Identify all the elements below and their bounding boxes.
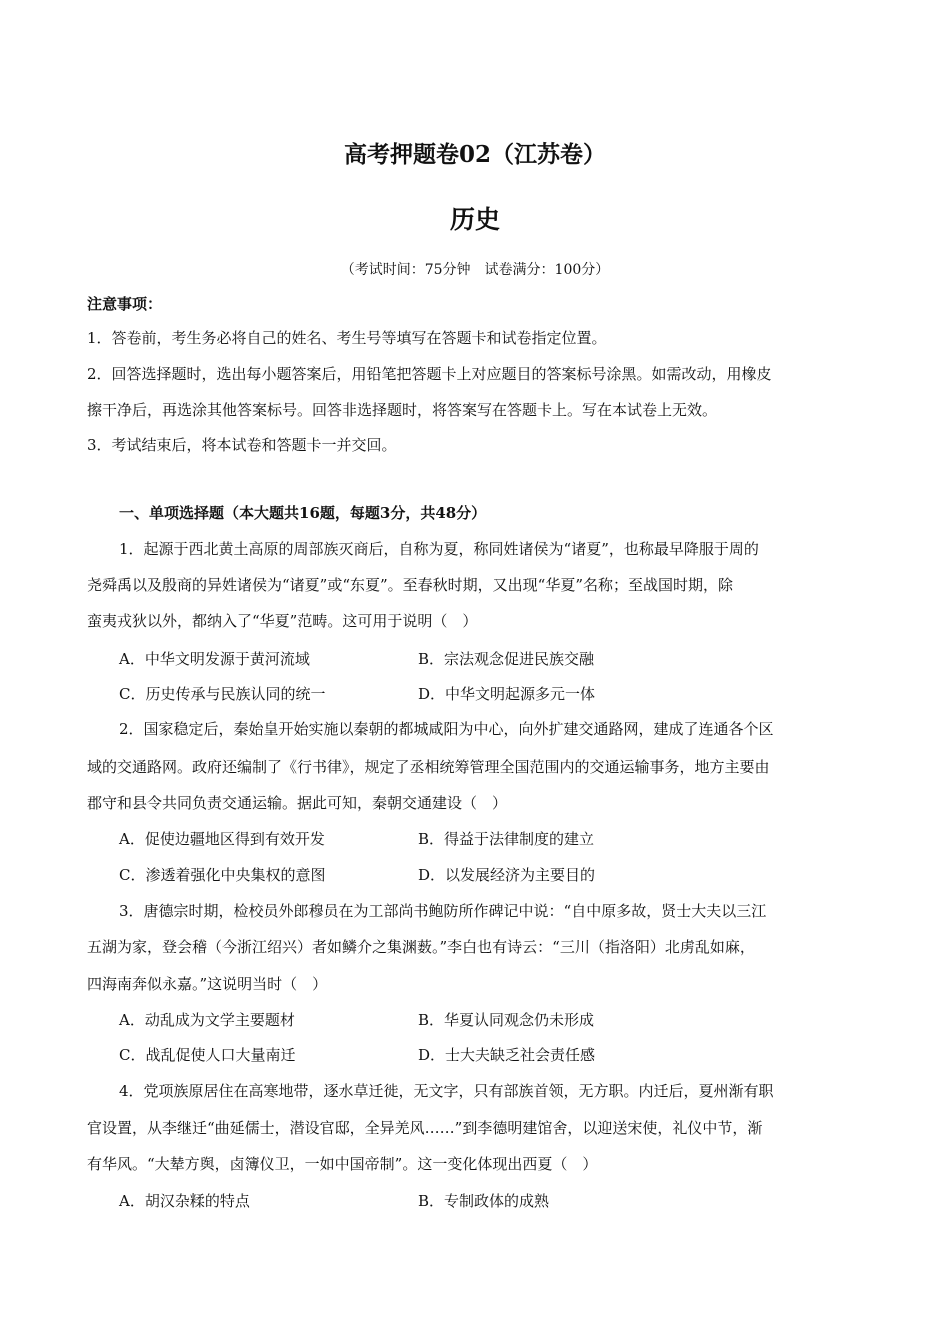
question-2-line: 域的交通路网。政府还编制了《行书律》，规定了丞相统筹管理全国范围内的交通运输事务，地方主要由	[87, 758, 770, 776]
question-2-line: 郡守和县令共同负责交通运输。据此可知，秦朝交通建设（ ）	[87, 794, 508, 812]
question-1-option-b: B．宗法观念促进民族交融	[418, 650, 595, 668]
section-heading: 一、单项选择题（本大题共16题，每题3分，共48分）	[119, 504, 487, 522]
notice-item: 3．考试结束后，将本试卷和答题卡一并交回。	[87, 436, 397, 454]
notice-item: 擦干净后，再选涂其他答案标号。回答非选择题时，将答案写在答题卡上。写在本试卷上无效。	[87, 401, 718, 419]
notice-item: 2．回答选择题时，选出每小题答案后，用铅笔把答题卡上对应题目的答案标号涂黑。如需改动，用橡皮	[87, 365, 772, 383]
question-3-option-a: A．动乱成为文学主要题材	[119, 1011, 295, 1029]
question-4-line: 官设置，从李继迁“曲延儒士，潜设官邸，全异羌风……”到李德明建馆舍，以迎送宋使，礼仪中节，渐	[87, 1119, 763, 1137]
question-3-line: 四海南奔似永嘉。”这说明当时（ ）	[87, 975, 328, 993]
question-2-option-d: D．以发展经济为主要目的	[418, 866, 596, 884]
question-4-line: 有华风。“大辇方舆，卤簿仪卫，一如中国帝制”。这一变化体现出西夏（ ）	[87, 1155, 598, 1173]
question-2-option-c: C．渗透着强化中央集权的意图	[119, 866, 326, 884]
question-3-option-b: B．华夏认同观念仍未形成	[418, 1011, 595, 1029]
notice-item: 1．答卷前，考生务必将自己的姓名、考生号等填写在答题卡和试卷指定位置。	[87, 329, 607, 347]
question-1-option-c: C．历史传承与民族认同的统一	[119, 685, 326, 703]
subject-title: 历史	[449, 205, 500, 234]
question-2-option-b: B．得益于法律制度的建立	[418, 830, 595, 848]
question-1-line: 尧舜禹以及殷商的异姓诸侯为“诸夏”或“东夏”。至春秋时期，又出现“华夏”名称；至战国时期，除	[87, 576, 734, 594]
notice-heading: 注意事项：	[87, 295, 163, 313]
question-3-option-c: C．战乱促使人口大量南迁	[119, 1046, 296, 1064]
question-3-line: 3．唐德宗时期，检校员外郎穆员在为工部尚书鲍防所作碑记中说：“自中原多故，贤士大夫以三江	[119, 902, 767, 920]
question-3-line: 五湖为家，登会稽（今浙江绍兴）者如鳞介之集渊薮。”李白也有诗云：“三川（指洛阳）北虏乱如麻，	[87, 938, 755, 956]
question-3-option-d: D．士大夫缺乏社会责任感	[418, 1046, 596, 1064]
exam-info: （考试时间：75分钟 试卷满分：100分）	[340, 262, 610, 278]
question-2-option-a: A．促使边疆地区得到有效开发	[119, 830, 325, 848]
question-2-line: 2．国家稳定后，秦始皇开始实施以秦朝的都城咸阳为中心，向外扩建交通路网，建成了连通各个区	[119, 720, 774, 738]
question-1-line: 1．起源于西北黄土高原的周部族灭商后，自称为夏，称同姓诸侯为“诸夏”，也称最早降服于周的	[119, 540, 759, 558]
question-1-option-d: D．中华文明起源多元一体	[418, 685, 596, 703]
question-4-option-b: B．专制政体的成熟	[418, 1192, 550, 1210]
question-1-option-a: A．中华文明发源于黄河流域	[119, 650, 310, 668]
question-1-line: 蛮夷戎狄以外，都纳入了“华夏”范畴。这可用于说明（ ）	[87, 612, 478, 630]
exam-title: 高考押题卷02（江苏卷）	[343, 141, 606, 168]
question-4-line: 4．党项族原居住在高寒地带，逐水草迁徙，无文字，只有部族首领，无方职。内迁后，夏州渐有职	[119, 1082, 774, 1100]
question-4-option-a: A．胡汉杂糅的特点	[119, 1192, 250, 1210]
